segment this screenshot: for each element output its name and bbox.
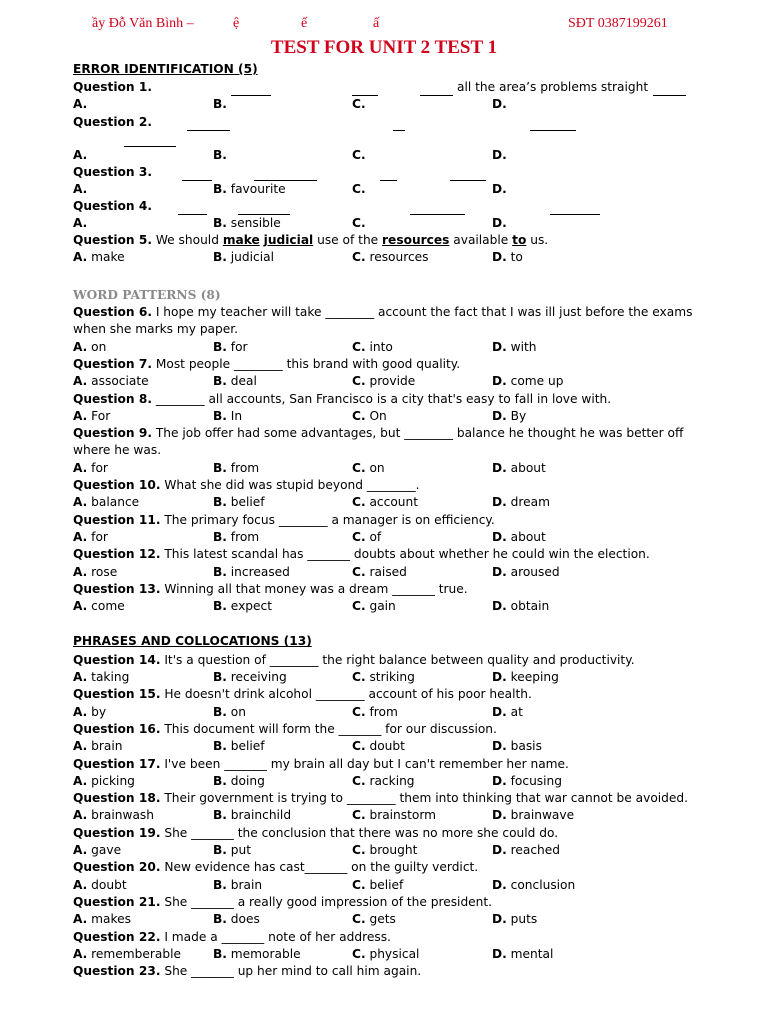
answer-option[interactable]: A. rose — [73, 564, 118, 579]
header-fragment: ế — [301, 16, 308, 31]
answer-option[interactable]: C. on — [352, 460, 385, 475]
teacher-name: ầy Đỗ Văn Bình – — [92, 16, 194, 31]
question-5-options: A. make B. judicial C. resources D. to — [73, 250, 523, 264]
question-4: Question 4. — [73, 199, 152, 213]
answer-option[interactable]: D. come up — [492, 374, 564, 389]
question-20: Question 20. New evidence has cast_______ on the guilty verdict. — [73, 860, 479, 875]
question-15-options — [73, 704, 753, 721]
answer-option[interactable]: A. For — [73, 408, 111, 423]
question-18: Question 18. Their government is trying to ________ them into thinking that war cannot be avoided. — [73, 791, 689, 806]
section-heading-error: ERROR IDENTIFICATION (5) — [73, 62, 258, 76]
question-22: Question 22. I made a _______ note of her address. — [73, 929, 391, 944]
answer-option[interactable]: C. brainstorm — [352, 808, 437, 823]
question-19: Question 19. She _______ the conclusion that there was no more she could do. — [73, 825, 559, 840]
answer-option[interactable]: D. obtain — [492, 599, 550, 614]
answer-option[interactable]: B. belief — [213, 739, 265, 754]
answer-option[interactable]: B. increased — [213, 564, 290, 579]
document-header — [0, 16, 768, 36]
section-heading-phrases: PHRASES AND COLLOCATIONS (13) — [73, 634, 312, 649]
answer-option[interactable]: A. picking — [73, 773, 135, 788]
answer-option[interactable]: A. by — [73, 704, 107, 719]
question-22-options — [73, 946, 753, 963]
question-20-options — [73, 877, 753, 894]
answer-option[interactable]: B. on — [213, 704, 246, 719]
answer-option[interactable]: C. brought — [352, 843, 418, 857]
answer-option[interactable]: B. brainchild — [213, 808, 292, 823]
question-9: Question 9. The job offer had some advantages, but ________ balance he thought he was better off — [73, 426, 684, 441]
question-6: Question 6. I hope my teacher will take ________ account the fact that I was ill just before the exams — [73, 305, 693, 319]
question-19-options — [73, 842, 753, 859]
header-fragment: ấ — [373, 16, 380, 31]
question-9-continued: where he was. — [73, 443, 162, 458]
answer-option[interactable]: C. doubt — [352, 739, 405, 754]
answer-option[interactable]: C. raised — [352, 564, 407, 579]
answer-option[interactable]: C. provide — [352, 374, 416, 389]
answer-option[interactable]: B. for — [213, 339, 248, 354]
answer-option[interactable]: D. By — [492, 408, 527, 423]
question-7: Question 7. Most people ________ this brand with good quality. — [73, 356, 461, 371]
answer-option[interactable]: B. put — [213, 843, 252, 857]
answer-option[interactable]: C. striking — [352, 670, 415, 684]
answer-option[interactable]: C. gets — [352, 912, 396, 927]
page-title: TEST FOR UNIT 2 TEST 1 — [270, 37, 498, 58]
question-16-options — [73, 738, 753, 755]
question-3-options: A. B. favourite C. D. — [73, 182, 507, 196]
answer-option[interactable]: B. expect — [213, 599, 273, 614]
question-16: Question 16. This document will form the _______ for our discussion. — [73, 721, 497, 736]
question-3: Question 3. — [73, 165, 152, 179]
question-12: Question 12. This latest scandal has _______ doubts about whether he could win the election. — [73, 547, 650, 562]
answer-option[interactable]: A. brain — [73, 739, 123, 754]
answer-option[interactable]: B. memorable — [213, 946, 301, 961]
section-heading-word-patterns: WORD PATTERNS (8) — [73, 288, 221, 302]
answer-option[interactable]: A. come — [73, 599, 125, 614]
answer-option[interactable]: D. keeping — [492, 670, 559, 684]
answer-option[interactable]: A. rememberable — [73, 946, 181, 961]
answer-blank — [393, 130, 405, 131]
question-13: Question 13. Winning all that money was a dream _______ true. — [73, 581, 468, 596]
answer-option[interactable]: C. belief — [352, 877, 404, 892]
answer-option[interactable]: D. mental — [492, 946, 554, 961]
answer-option[interactable]: D. at — [492, 704, 523, 719]
question-23: Question 23. She _______ up her mind to call him again. — [73, 964, 422, 979]
question-1-options: A. B. C. D. — [73, 97, 507, 111]
answer-option[interactable]: B. does — [213, 912, 260, 927]
answer-option[interactable]: D. about — [492, 529, 546, 544]
question-15: Question 15. He doesn't drink alcohol ________ account of his poor health. — [73, 687, 532, 702]
answer-option[interactable]: C. account — [352, 495, 419, 510]
question-1-text: all the area’s problems straight — [457, 80, 649, 94]
question-21: Question 21. She _______ a really good impression of the president. — [73, 894, 493, 909]
question-21-options — [73, 911, 753, 928]
answer-option[interactable]: B. from — [213, 529, 260, 544]
answer-option[interactable]: D. focusing — [492, 773, 562, 788]
answer-option[interactable]: A. makes — [73, 912, 131, 927]
answer-option[interactable]: D. reached — [492, 843, 560, 857]
question-9-options — [73, 460, 753, 477]
answer-option[interactable]: D. puts — [492, 912, 538, 927]
question-4-options: A. B. sensible C. D. — [73, 216, 507, 230]
answer-option[interactable]: B. from — [213, 460, 260, 475]
answer-option[interactable]: B. brain — [213, 877, 263, 892]
answer-option[interactable]: C. into — [352, 339, 393, 354]
question-2: Question 2. — [73, 115, 152, 129]
answer-option[interactable]: A. associate — [73, 374, 149, 389]
question-18-options — [73, 807, 753, 824]
question-10-options — [73, 494, 753, 511]
question-11: Question 11. The primary focus ________ a manager is on efficiency. — [73, 512, 495, 527]
question-12-options — [73, 564, 753, 581]
phone-number: SĐT 0387199261 — [568, 16, 668, 31]
answer-option[interactable]: A. balance — [73, 495, 140, 510]
answer-option[interactable]: C. gain — [352, 599, 396, 614]
question-6-options — [73, 339, 753, 356]
answer-option[interactable]: A. gave — [73, 843, 122, 857]
answer-option[interactable]: B. receiving — [213, 670, 287, 684]
answer-option[interactable]: B. deal — [213, 374, 257, 389]
answer-option[interactable]: C. of — [352, 529, 382, 544]
answer-option[interactable]: D. about — [492, 460, 546, 475]
answer-option[interactable]: A. brainwash — [73, 808, 155, 823]
question-17-options — [73, 773, 753, 790]
question-1: Question 1. — [73, 80, 152, 94]
answer-option[interactable]: A. for — [73, 529, 108, 544]
header-fragment: ệ — [233, 16, 240, 31]
answer-option[interactable]: D. dream — [492, 495, 550, 510]
answer-option[interactable]: A. for — [73, 460, 108, 475]
answer-option[interactable]: C. On — [352, 408, 387, 423]
answer-option[interactable]: D. aroused — [492, 564, 560, 579]
answer-blank — [187, 130, 230, 131]
question-8: Question 8. ________ all accounts, San Francisco is a city that's easy to fall in love with. — [73, 391, 612, 406]
answer-option[interactable]: D. basis — [492, 739, 542, 754]
question-14: Question 14. It's a question of ________ the right balance between quality and productivity. — [73, 652, 635, 667]
answer-blank — [530, 130, 576, 131]
question-7-options — [73, 373, 753, 390]
answer-option[interactable]: B. doing — [213, 773, 265, 788]
answer-option[interactable]: A. on — [73, 339, 107, 354]
answer-option[interactable]: D. conclusion — [492, 877, 576, 892]
question-13-options — [73, 598, 753, 615]
answer-option[interactable]: B. In — [213, 408, 243, 423]
question-8-options — [73, 408, 753, 425]
answer-option[interactable]: A. taking — [73, 670, 130, 684]
answer-option[interactable]: C. physical — [352, 946, 420, 961]
question-11-options — [73, 529, 753, 546]
question-5: Question 5. We should make judicial use of the resources available to us. — [73, 233, 549, 247]
answer-option[interactable]: C. racking — [352, 773, 415, 788]
answer-option[interactable]: D. with — [492, 339, 537, 354]
question-10: Question 10. What she did was stupid beyond ________. — [73, 478, 420, 492]
question-2-options: A. B. C. D. — [73, 148, 507, 162]
question-14-options — [73, 669, 753, 686]
answer-option[interactable]: D. brainwave — [492, 808, 575, 823]
answer-option[interactable]: C. from — [352, 704, 398, 719]
question-6-continued: when she marks my paper. — [73, 322, 239, 337]
question-17: Question 17. I've been _______ my brain all day but I can't remember her name. — [73, 756, 569, 771]
answer-option[interactable]: A. doubt — [73, 877, 127, 892]
answer-option[interactable]: B. belief — [213, 495, 265, 510]
